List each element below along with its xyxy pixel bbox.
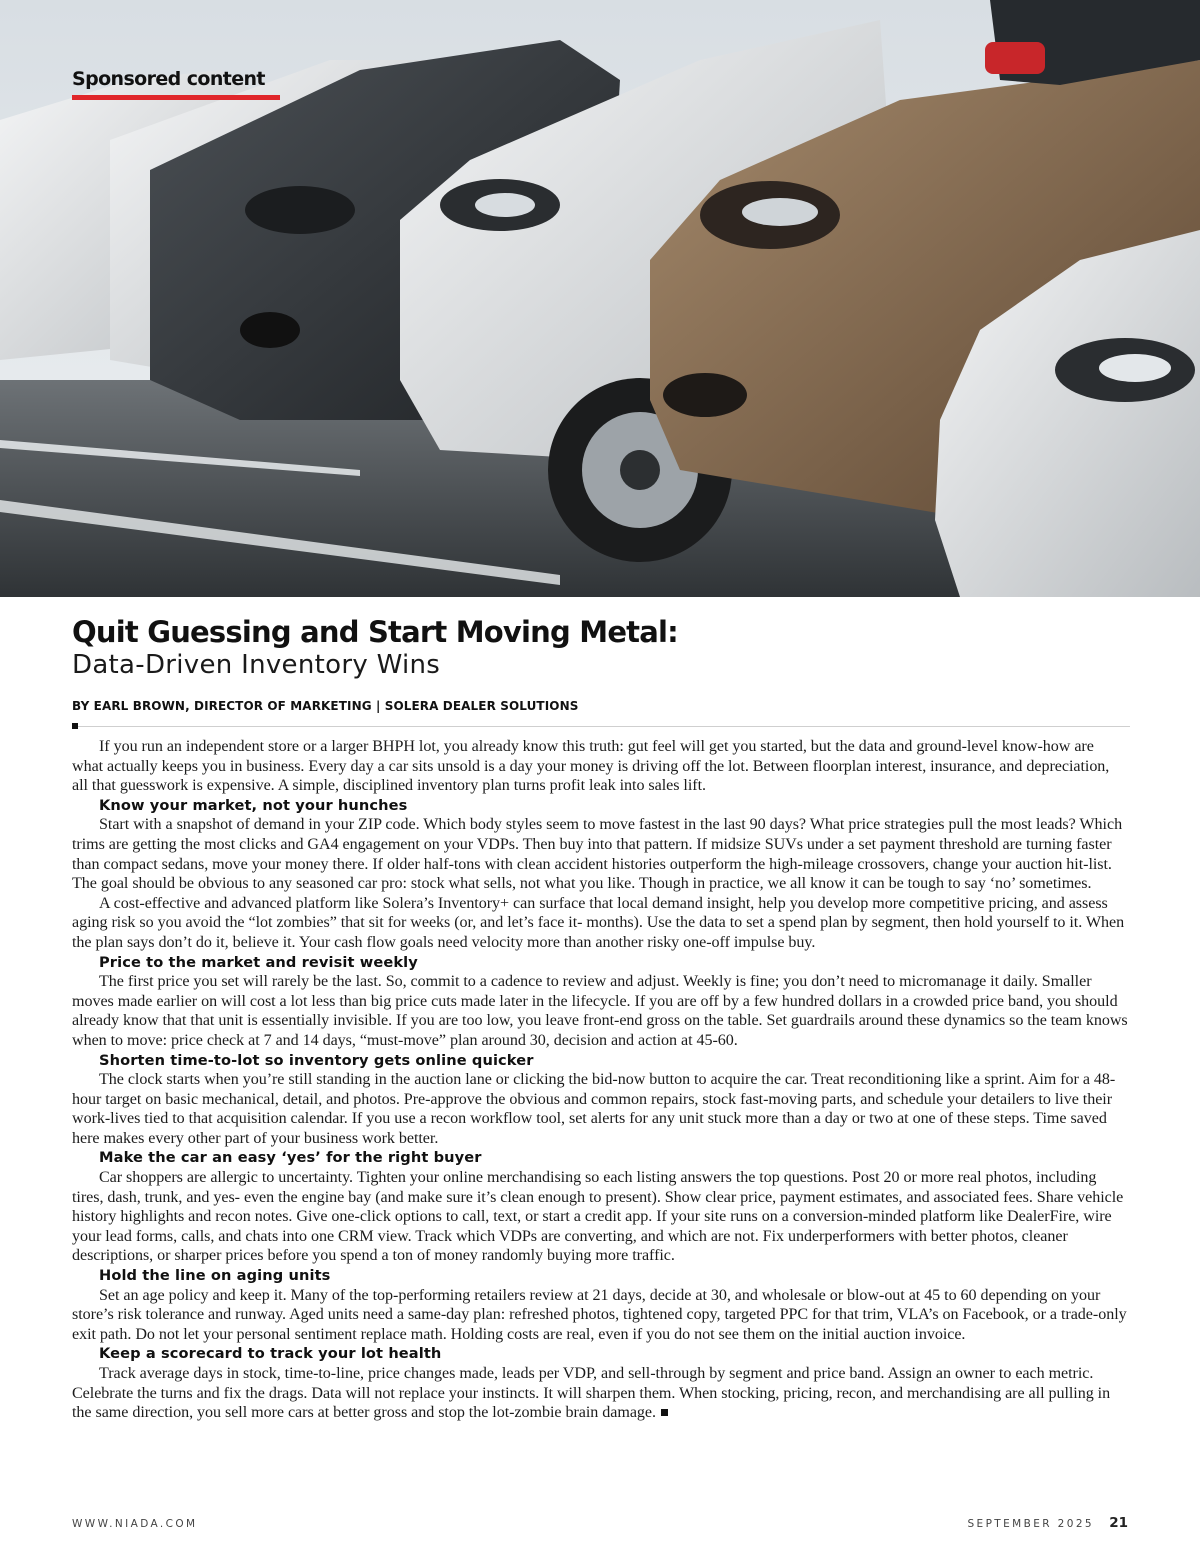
section-heading-aging-units: Hold the line on aging units — [99, 1267, 331, 1285]
article-byline: BY EARL BROWN, DIRECTOR OF MARKETING | SOLERA DEALER SOLUTIONS — [72, 699, 579, 713]
footer-issue-date: SEPTEMBER 2025 — [967, 1518, 1094, 1530]
section-heading-merchandising: Make the car an easy ‘yes’ for the right buyer — [99, 1149, 482, 1167]
section-paragraph: Car shoppers are allergic to uncertainty. Tighten your online merchandising so each listing answers the top questions. Post 20 or more real photos, including tires, dash, trunk, and yes- even the engine bay (and make sure it’s clean enough to present). Show clear price, payment estimates, and associated fees. Share vehicle history highlights and recon notes. Give one-click options to call, text, or start a credit app. If your site runs on a conversion-minded platform like DealerFire, wire your lead forms, calls, and chats into one CRM view. Track which VDPs are converting, and which are not. Fix underperformers with better photos, cleaner descriptions, or sharper prices before you spend a ton of money randomly buying more traffic. — [72, 1169, 1124, 1265]
byline-square-marker — [72, 723, 78, 729]
byline-divider — [72, 726, 1130, 727]
sponsored-content-label: Sponsored content — [72, 68, 265, 90]
section-paragraph: The clock starts when you’re still standing in the auction lane or clicking the bid-now button to acquire the car. Treat reconditioning like a sprint. Aim for a 48-hour target on basic mechanical, detail, and photos. Pre-approve the obvious and common repairs, stock fast-moving parts, and schedule your detailers to live their work-lives tied to that acquisition calendar. If you use a recon workflow tool, set alerts for any unit stuck more than a day or two at one of these steps. Time saved here makes every other part of your business work better. — [72, 1071, 1116, 1147]
sponsored-underline — [72, 95, 280, 100]
article-title: Quit Guessing and Start Moving Metal: — [72, 615, 678, 649]
section-heading-market: Know your market, not your hunches — [99, 796, 408, 814]
section-heading-scorecard: Keep a scorecard to track your lot health — [99, 1345, 442, 1363]
section-heading-time-to-lot: Shorten time-to-lot so inventory gets online quicker — [99, 1051, 534, 1069]
footer-website: WWW.NIADA.COM — [72, 1518, 198, 1530]
article-body — [72, 737, 1128, 1423]
section-heading-pricing: Price to the market and revisit weekly — [99, 953, 418, 971]
final-paragraph-text: Track average days in stock, time-to-line, price changes made, leads per VDP, and sell-through by segment and price band. Assign an owner to each metric. Celebrate the turns and fix the drags. Data will not replace your instincts. It will sharpen them. When stocking, pricing, recon, and merchandising are all pulling in the same direction, you sell more cars at better gross and stop the lot-zombie brain damage. — [72, 1365, 1111, 1422]
section-paragraph: Start with a snapshot of demand in your ZIP code. Which body styles seem to move fastest in the last 90 days? What price strategies pull the most leads? Which trims are getting the most clicks and GA4 engagement on your VDPs. Then buy into that pattern. If midsize SUVs under a set payment threshold are turning faster than compact sedans, move your money there. If older half-tons with clean accident histories outperform the high-mileage crossovers, change your auction hit-list. The goal should be obvious to any seasoned car pro: stock what sells, not what you like. Though in practice, we all know it can be tough to say ‘no’ sometimes. — [72, 816, 1123, 893]
section-paragraph: Set an age policy and keep it. Many of the top-performing retailers review at 21 days, decide at 30, and wholesale or blow-out at 45 to 60 depending on your store’s risk tolerance and runway. Aged units need a same-day plan: refreshed photos, tightened copy, targeted PPC for that trim, VLA’s on Facebook, or a trade-only exit path. Do not let your personal sentiment replace math. Holding costs are real, even if you do not see them on the initial auction invoice. — [72, 1286, 1127, 1343]
article-subtitle: Data-Driven Inventory Wins — [72, 650, 441, 680]
page-number: 21 — [1109, 1515, 1128, 1531]
section-paragraph: A cost-effective and advanced platform like Solera’s Inventory+ can surface that local demand insight, help you develop more competitive pricing, and assess aging risk so you avoid the “lot zombies” that sit for weeks (or, and let’s face it- months). Use the data to set a spend plan by segment, then hold yourself to it. When the plan says don’t do it, believe it. Your cash flow goals need velocity more than another risky one-off impulse buy. — [72, 894, 1125, 951]
section-paragraph-final — [72, 1364, 1128, 1423]
intro-paragraph: If you run an independent store or a larger BHPH lot, you already know this truth: gut feel will get you started, but the data and ground-level know-how are what actually keeps you in business. Every day a car sits unsold is a day your money is driving off the lot. Between floorplan interest, insurance, and depreciation, all that guesswork is expensive. A simple, disciplined inventory plan turns profit leak into sales lift. — [72, 738, 1110, 795]
section-paragraph: The first price you set will rarely be the last. So, commit to a cadence to review and adjust. Weekly is fine; you don’t need to micromanage it daily. Smaller moves made earlier on will cost a lot less than big price cuts made later in the lifecycle. If you are off by a few hundred dollars in a crowded price band, you should already know that that unit is essentially invisible. If you are too low, you leave front-end gross on the table. Set guardrails around these dynamics so the team knows when to move: price check at 7 and 14 days, “must-move” plan around 30, decision and action at 45-60. — [72, 973, 1128, 1049]
end-of-article-square-icon — [661, 1409, 668, 1416]
